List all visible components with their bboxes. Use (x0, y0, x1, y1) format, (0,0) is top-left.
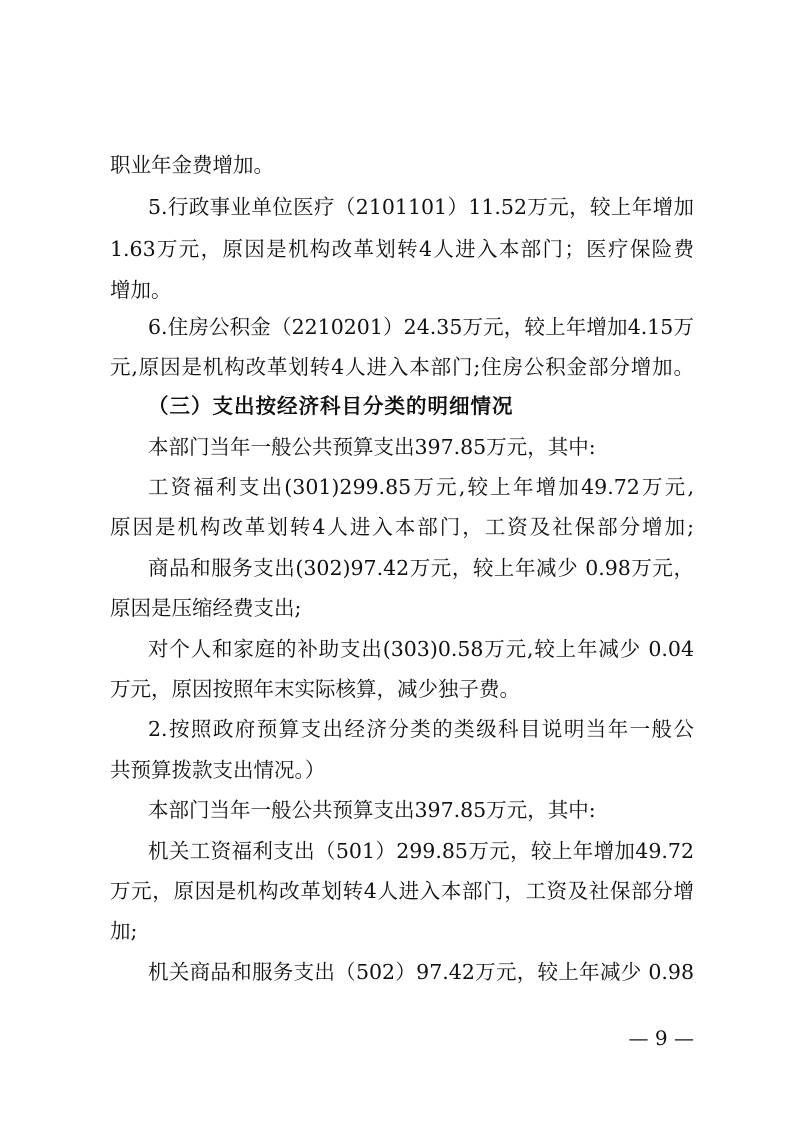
paragraph-line-8: 本部门当年一般公共预算支出397.85万元，其中: (148, 435, 596, 459)
paragraph-line-15: 2.按照政府预算支出经济分类的类级科目说明当年一般公 (148, 717, 694, 741)
paragraph-line-12: 原因是压缩经费支出; (110, 596, 302, 620)
paragraph-line-4: 增加。 (110, 278, 172, 302)
paragraph-line-21: 机关商品和服务支出（502）97.42万元，较上年减少 0.98 (148, 960, 694, 984)
paragraph-line-3: 1.63万元，原因是机构改革划转4人进入本部门；医疗保险费 (110, 237, 694, 261)
paragraph-line-9: 工资福利支出(301)299.85万元,较上年增加49.72万元, (148, 475, 694, 499)
paragraph-line-18: 机关工资福利支出（501）299.85万元，较上年增加49.72 (148, 839, 694, 863)
paragraph-line-17: 本部门当年一般公共预算支出397.85万元，其中: (148, 798, 596, 822)
paragraph-line-19: 万元，原因是机构改革划转4人进入本部门，工资及社保部分增 (110, 879, 694, 903)
paragraph-line-6: 元,原因是机构改革划转4人进入本部门;住房公积金部分增加。 (110, 355, 694, 379)
paragraph-line-16: 共预算拨款支出情况。） (110, 758, 326, 782)
paragraph-line-11: 商品和服务支出(302)97.42万元，较上年减少 0.98万元， (148, 556, 694, 580)
paragraph-line-2: 5.行政事业单位医疗（2101101）11.52万元，较上年增加 (148, 195, 694, 219)
page-number: — 9 — (628, 1026, 694, 1050)
paragraph-line-5: 6.住房公积金（2210201）24.35万元，较上年增加4.15万 (148, 315, 694, 339)
paragraph-line-1: 职业年金费增加。 (110, 153, 274, 177)
section-heading: （三）支出按经济科目分类的明细情况 (148, 394, 514, 418)
paragraph-line-20: 加; (110, 919, 138, 943)
paragraph-line-13: 对个人和家庭的补助支出(303)0.58万元,较上年减少 0.04 (148, 637, 694, 661)
paragraph-line-10: 原因是机构改革划转4人进入本部门，工资及社保部分增加; (110, 515, 694, 539)
paragraph-line-14: 万元，原因按照年末实际核算，减少独子费。 (110, 677, 520, 701)
